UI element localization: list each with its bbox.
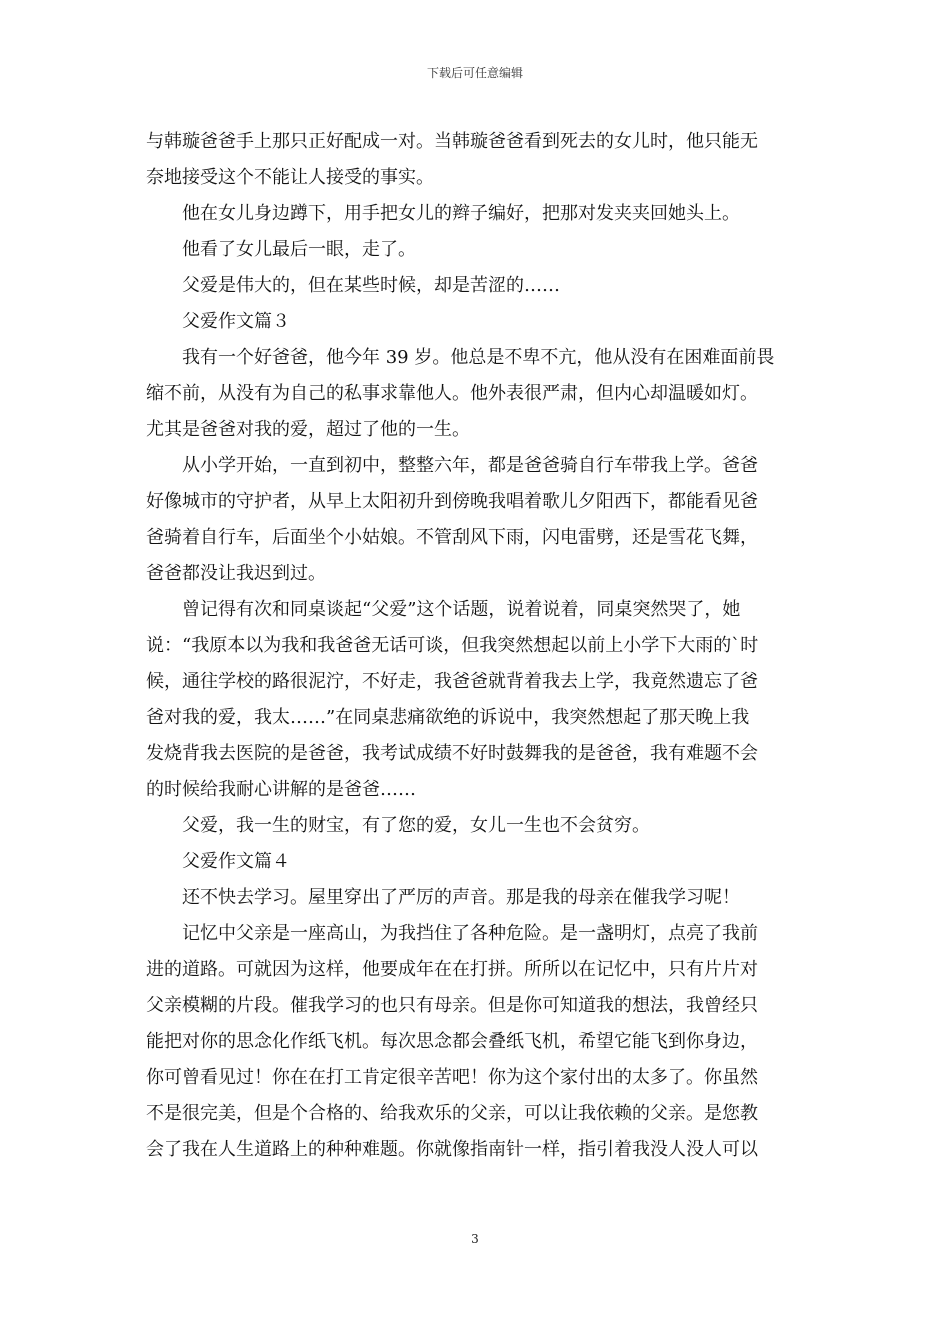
text-line: 会了我在人生道路上的种种难题。你就像指南针一样，指引着我没人没人可以 [146, 1139, 758, 1160]
paragraph [146, 268, 806, 304]
text-line: 的时候给我耐心讲解的是爸爸…… [146, 779, 416, 800]
document-body [146, 124, 806, 1168]
paragraph [146, 808, 806, 844]
text-line: 不是很完美，但是个合格的、给我欢乐的父亲，可以让我依赖的父亲。是您教 [146, 1103, 758, 1124]
text-line: 我有一个好爸爸，他今年 39 岁。他总是不卑不亢，他从没有在困难面前畏 [182, 347, 775, 368]
text-line: 发烧背我去医院的是爸爸，我考试成绩不好时鼓舞我的是爸爸，我有难题不会 [146, 743, 758, 764]
text-line: 进的道路。可就因为这样，他要成年在在打拼。所所以在记忆中，只有片片对 [146, 959, 758, 980]
text-line: 他看了女儿最后一眼，走了。 [182, 239, 416, 260]
text-line: 爸对我的爱，我太……”在同桌悲痛欲绝的诉说中，我突然想起了那天晚上我 [146, 707, 750, 728]
text-line: 尤其是爸爸对我的爱，超过了他的一生。 [146, 419, 470, 440]
paragraph [146, 340, 806, 448]
page-header: 下载后可任意编辑 [426, 66, 523, 80]
text-line: 缩不前，从没有为自己的私事求靠他人。他外表很严肃，但内心却温暖如灯。 [146, 383, 758, 404]
paragraph [146, 916, 806, 1168]
paragraph [146, 448, 806, 592]
text-line: 记忆中父亲是一座高山，为我挡住了各种危险。是一盏明灯，点亮了我前 [182, 923, 758, 944]
text-line: 奈地接受这个不能让人接受的事实。 [146, 167, 434, 188]
text-line: 父爱作文篇４ [182, 851, 290, 872]
text-line: 他在女儿身边蹲下，用手把女儿的辫子编好，把那对发夹夹回她头上。 [182, 203, 740, 224]
paragraph [146, 232, 806, 268]
paragraph [146, 844, 806, 880]
text-line: 说：“我原本以为我和我爸爸无话可谈，但我突然想起以前上小学下大雨的`时 [146, 635, 759, 656]
paragraph [146, 304, 806, 340]
text-line: 与韩璇爸爸手上那只正好配成一对。当韩璇爸爸看到死去的女儿时，他只能无 [146, 131, 758, 152]
text-line: 爸骑着自行车，后面坐个小姑娘。不管刮风下雨，闪电雷劈，还是雪花飞舞， [146, 527, 758, 548]
text-line: 候，通往学校的路很泥泞，不好走，我爸爸就背着我去上学，我竟然遗忘了爸 [146, 671, 758, 692]
paragraph [146, 124, 806, 196]
text-line: 从小学开始，一直到初中，整整六年，都是爸爸骑自行车带我上学。爸爸 [182, 455, 758, 476]
text-line: 父爱，我一生的财宝，有了您的爱，女儿一生也不会贫穷。 [182, 815, 650, 836]
text-line: 好像城市的守护者，从早上太阳初升到傍晚我唱着歌儿夕阳西下，都能看见爸 [146, 491, 758, 512]
text-line: 父爱是伟大的，但在某些时候，却是苦涩的…… [182, 275, 560, 296]
page-number: 3 [471, 1232, 479, 1246]
paragraph [146, 880, 806, 916]
text-line: 能把对你的思念化作纸飞机。每次思念都会叠纸飞机，希望它能飞到你身边， [146, 1031, 758, 1052]
text-line: 还不快去学习。屋里穿出了严厉的声音。那是我的母亲在催我学习呢！ [182, 887, 740, 908]
text-line: 爸爸都没让我迟到过。 [146, 563, 326, 584]
text-line: 曾记得有次和同桌谈起“父爱”这个话题，说着说着，同桌突然哭了，她 [182, 599, 741, 620]
paragraph [146, 196, 806, 232]
text-line: 父亲模糊的片段。催我学习的也只有母亲。但是你可知道我的想法，我曾经只 [146, 995, 758, 1016]
text-line: 你可曾看见过！你在在打工肯定很辛苦吧！你为这个家付出的太多了。你虽然 [146, 1067, 758, 1088]
text-line: 父爱作文篇３ [182, 311, 290, 332]
paragraph [146, 592, 806, 808]
